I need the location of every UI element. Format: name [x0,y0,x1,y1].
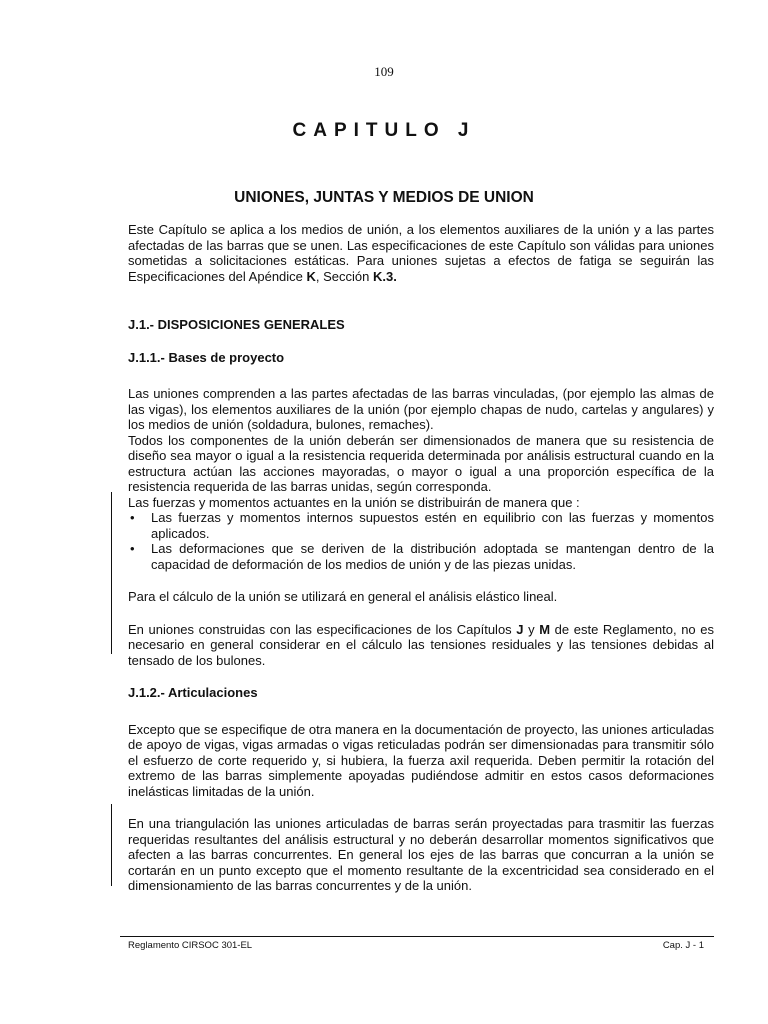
chapter-title: UNIONES, JUNTAS Y MEDIOS DE UNION [234,189,534,206]
footer-divider [120,936,714,937]
j12-paragraph-1: Excepto que se especifique de otra manera en la documentación de proyecto, las uniones articuladas de apoyo de vigas, vigas armadas o vigas reticuladas podrán ser dimensionadas para transmitir sólo el esfuerzo de corte requerido y, si hubiera, la fuerza axil requerida. Deben permitir la rotación del extremo de las barras simplemente apoyadas pudiéndose admitir en estos casos deformaciones inelásticas limitadas de la unión. [128,721,714,799]
j11-bullet-list [128,510,714,572]
j12-paragraph-2: En una triangulación las uniones articuladas de barras serán proyectadas para trasmitir las fuerzas requeridas resultantes del análisis estructural y no deberán desarrollar momentos significativos que afecten a las barras concurrentes. En general los ejes de las barras que concurran a la unión se cortarán en un punto excepto que el momento resultante de la excentricidad sea considerado en el dimensionamiento de las barras concurrentes y de la unión. [128,816,714,893]
j11-paragraph-5 [128,622,714,669]
section-heading-j11: J.1.1.- Bases de proyecto [128,349,285,365]
bullet-text-1: Las fuerzas y momentos internos supuestos estén en equilibrio con las fuerzas y momentos aplicados. [151,510,714,541]
list-item [128,510,714,541]
p5-text-b: y [523,621,540,637]
bullet-text-2: Las deformaciones que se deriven de la distribución adoptada se mantengan dentro de la capacidad de deformación de los medios de unión y de las piezas unidas. [151,541,714,572]
page-number: 109 [374,64,394,79]
change-bar [111,804,112,886]
p5-bold-m: M [539,621,551,637]
intro-text-b: , Sección [315,268,373,284]
section-heading-j1: J.1.- DISPOSICIONES GENERALES [128,317,345,332]
j11-paragraph-4: Para el cálculo de la unión se utilizará en general el análisis elástico lineal. [128,589,558,604]
section-heading-j12: J.1.2.- Articulaciones [128,685,258,700]
footer-right-text: Cap. J - 1 [662,940,704,951]
j11-paragraph-3: Las fuerzas y momentos actuantes en la unión se distribuirán de manera que : [128,494,580,510]
list-item [128,541,714,572]
intro-bold-k3: K.3. [373,268,397,284]
bullet-icon: • [130,541,135,556]
bullet-icon: • [130,510,135,525]
p5-text-a: En uniones construidas con las especificaciones de los Capítulos [128,621,517,637]
intro-paragraph [128,222,714,284]
p5-text-c: de este Reglamento, no es necesario en general considerar en el cálculo las tensiones residuales y las tensiones debidas al tensado de los bulones. [128,621,714,668]
change-bar [111,492,112,654]
j11-paragraph-1: Las uniones comprenden a las partes afectadas de las barras vinculadas, (por ejemplo las almas de las vigas), los elementos auxiliares de la unión (por ejemplo chapas de nudo, cartelas y angulares) y los medios de unión (soldadura, bulones, remaches). [128,386,714,432]
chapter-heading: CAPITULO J [292,120,476,141]
body-text [128,222,714,894]
intro-bold-k: K [306,268,316,284]
p5-bold-j: J [516,621,524,637]
j11-paragraph-2: Todos los componentes de la unión deberán ser dimensionados de manera que su resistencia de diseño sea mayor o igual a la resistencia requerida determinada por análisis estructural cuando en la estructura actúan las acciones mayoradas, o mayor o igual a una proporción específica de la resistencia requerida de las barras unidas, según corresponda. [128,432,714,494]
footer-left-text: Reglamento CIRSOC 301-EL [128,940,253,951]
intro-text-a: Este Capítulo se aplica a los medios de unión, a los elementos auxiliares de la unión y a las partes afectadas de las barras que se unen. Las especificaciones de este Capítulo son válidas para uniones sometidas a solicitaciones estáticas. Para uniones sujetas a efectos de fatiga se seguirán las Especificaciones del Apéndice [128,222,714,284]
